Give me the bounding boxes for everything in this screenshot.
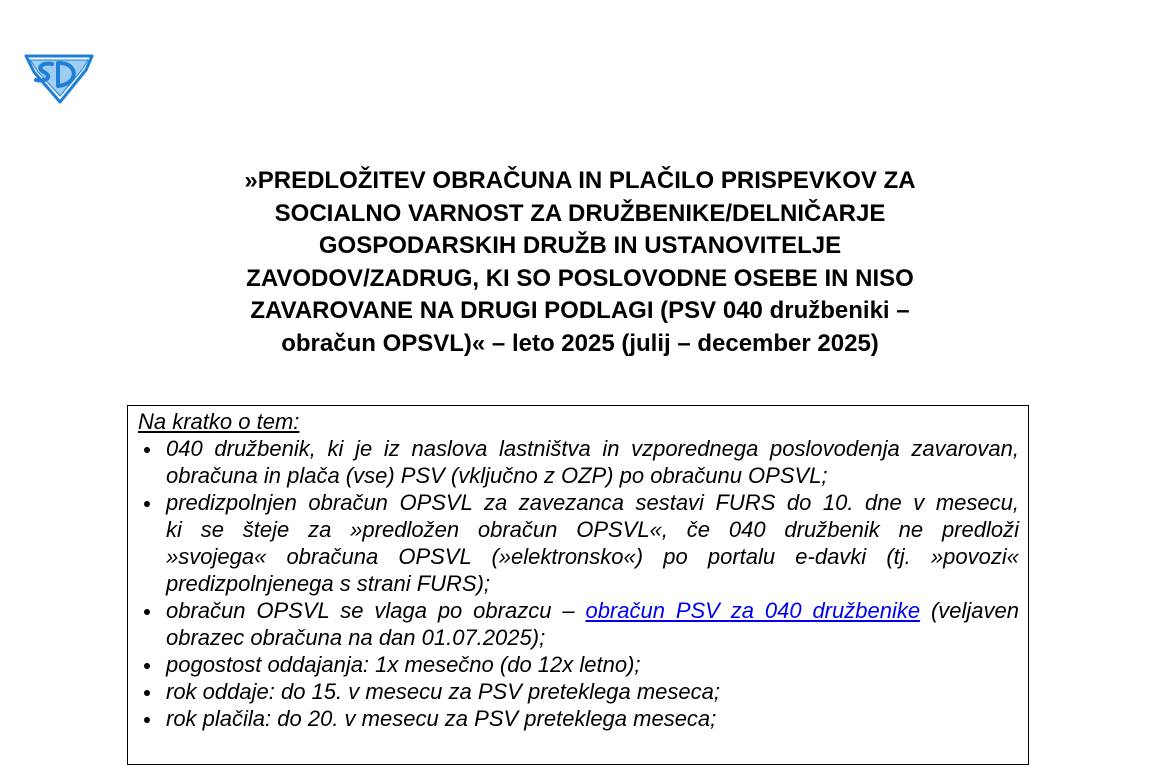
list-item-line: ki se šteje za »predložen obračun OPSVL«, če 040 družbenik ne predloži [166,517,1019,542]
list-item [138,705,1019,732]
list-item-line: obračuna in plača (vse) PSV (vključno z OZP) po obračunu OPSVL; [166,463,828,488]
summary-box [127,405,1029,765]
title-line: SOCIALNO VARNOST ZA DRUŽBENIKE/DELNIČARJE [274,199,886,227]
list-item-line: predizpolnjen obračun OPSVL za zavezanca sestavi FURS do 10. dne v mesecu, [166,490,1019,515]
list-item-line: 040 družbenik, ki je iz naslova lastništva in vzporednega poslovodenja zavarovan, [166,436,1019,461]
list-item-text: (veljaven [920,598,1020,623]
list-item [138,489,1019,597]
title-line: »PREDLOŽITEV OBRAČUNA IN PLAČILO PRISPEVKOV ZA [244,167,916,194]
summary-heading: Na kratko o tem: [138,409,300,434]
list-item-line [166,597,1019,624]
title-line: GOSPODARSKIH DRUŽB IN USTANOVITELJE [318,232,842,259]
list-item [138,597,1019,651]
list-item [138,435,1019,489]
document-title [170,165,990,360]
title-line: obračun OPSVL)« – leto 2025 (julij – december 2025) [281,329,879,357]
list-item-line: obrazec obračuna na dan 01.07.2025); [166,625,546,650]
list-item-line: »svojega« obračuna OPSVL (»elektronsko«) po portalu e-davki (tj. »povozi« [166,544,1019,569]
obracun-psv-link[interactable]: obračun PSV za 040 družbenike [585,598,921,623]
summary-list [138,435,1019,732]
company-logo [22,50,96,104]
shield-logo-icon [22,50,96,104]
title-line: ZAVODOV/ZADRUG, KI SO POSLOVODNE OSEBE IN NISO [246,264,914,292]
list-item [138,651,1019,678]
list-item-line: rok plačila: do 20. v mesecu za PSV preteklega meseca; [166,706,717,731]
list-item-line: predizpolnjenega s strani FURS); [166,571,491,596]
title-line: ZAVAROVANE NA DRUGI PODLAGI (PSV 040 družbeniki – [250,297,910,324]
list-item [138,678,1019,705]
list-item-line: pogostost oddajanja: 1x mesečno (do 12x letno); [166,652,641,677]
list-item-text: obračun OPSVL se vlaga po obrazcu – [166,598,586,623]
list-item-line: rok oddaje: do 15. v mesecu za PSV preteklega meseca; [166,679,720,704]
